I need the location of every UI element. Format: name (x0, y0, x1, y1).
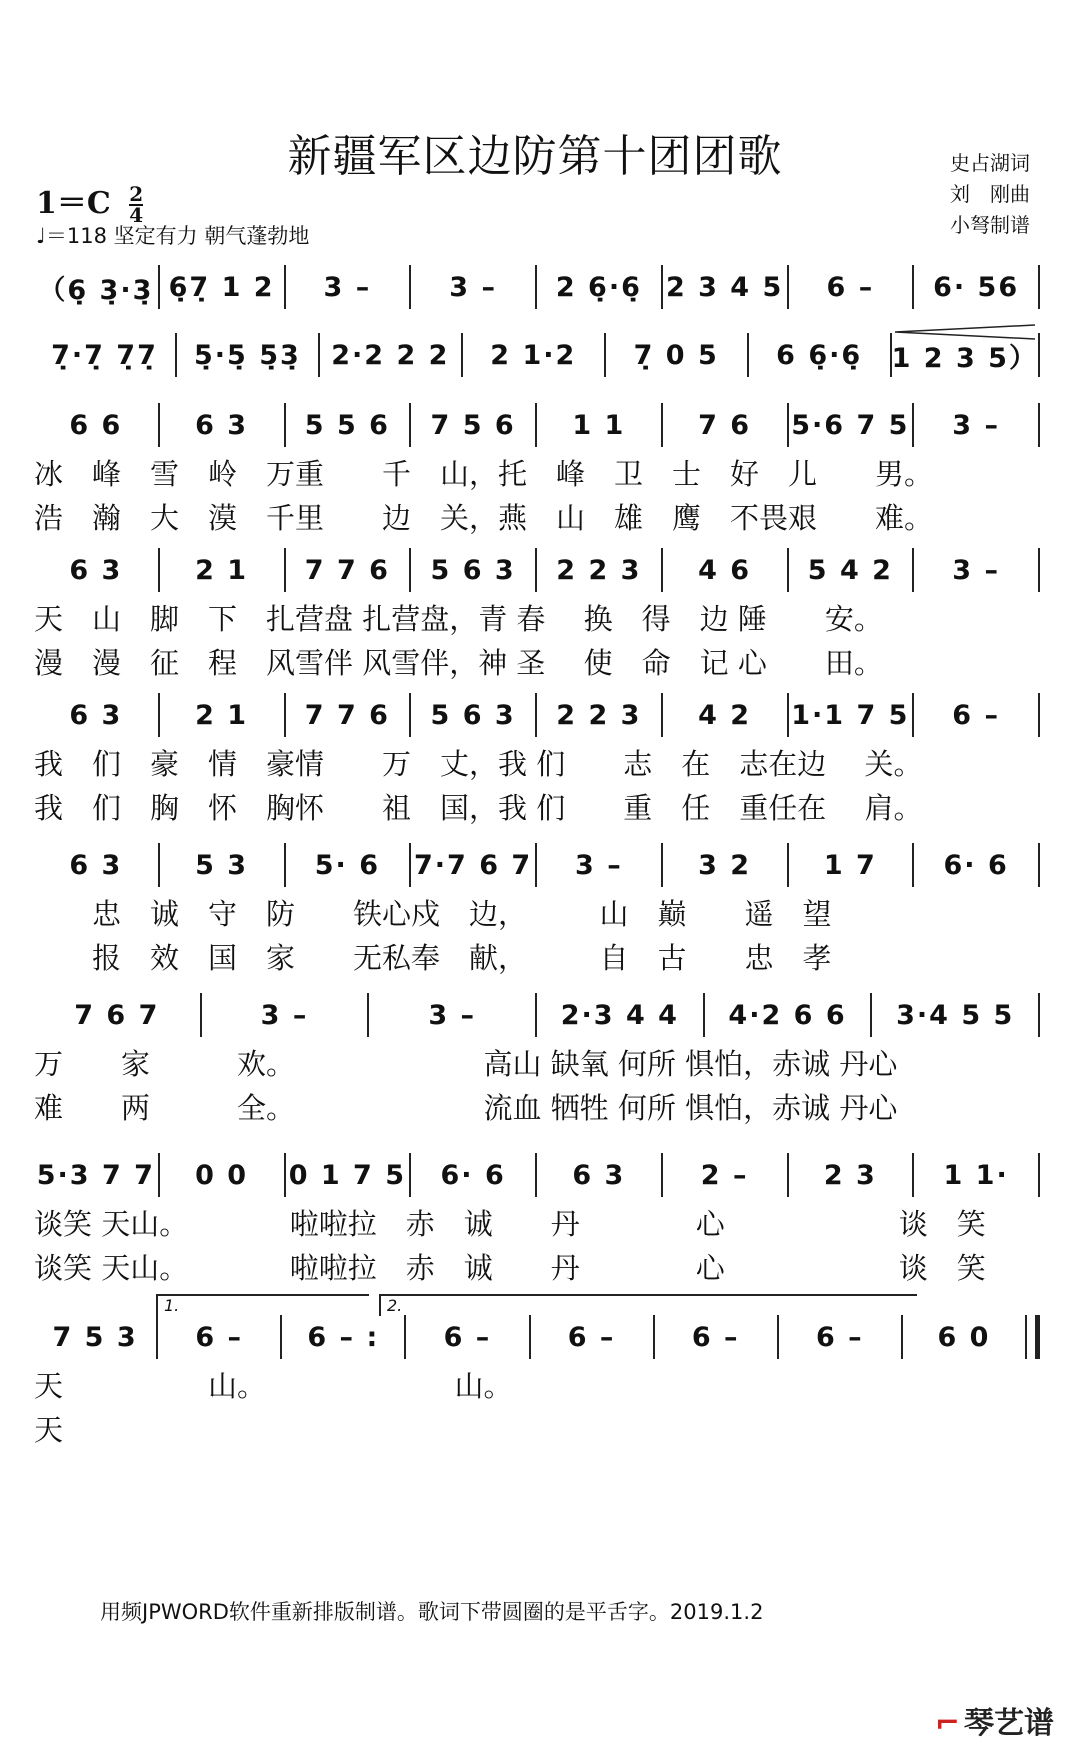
time-denominator: 4 (129, 203, 144, 227)
measure: 1 1 (572, 409, 626, 441)
measure: 2·3 4 4 (560, 999, 679, 1031)
lyric-line (34, 740, 1040, 784)
barline (1038, 548, 1040, 592)
barline (1038, 993, 1040, 1037)
score-system (34, 545, 1040, 683)
lyricist: 史占湖词 (950, 151, 1030, 175)
lyric-text: 谈笑 天山。 啦啦拉 赤 诚 丹 心 谈 笑 (34, 1206, 986, 1241)
measure: （6̣ 3̣·3̣ (38, 274, 154, 306)
measure: 3 – (260, 999, 309, 1031)
time-signature (129, 182, 144, 227)
lyric-text: 谈笑 天山。 啦啦拉 赤 诚 丹 心 谈 笑 (34, 1250, 986, 1285)
decrescendo-hairpin (895, 323, 1035, 341)
site-logo (935, 1698, 1054, 1742)
measure: 7 5 3 (52, 1321, 138, 1353)
measure: 6· 56 (933, 271, 1020, 303)
measure-row (34, 990, 1040, 1040)
footer-note: 用频JPWORD软件重新排版制谱。歌词下带圆圈的是平舌字。2019.1.2 (100, 1600, 764, 1624)
barline (1038, 843, 1040, 887)
score-system (34, 690, 1040, 828)
measure: 5 4 2 (807, 554, 893, 586)
lyric-text: 冰 峰 雪 岭 万重 千 山，托 峰 卫 士 好 儿 男。 (34, 456, 934, 491)
measure: 7̣ 0 5 (633, 339, 719, 371)
measure: 4 2 (698, 699, 752, 731)
measure: 7̣·7̣ 7̣7̣ (51, 339, 158, 371)
lyric-text: 难 两 全。 流血 牺牲 何所 惧怕，赤诚 丹心 (34, 1090, 898, 1125)
measure: 3·4 5 5 (896, 999, 1015, 1031)
measure: 0 1 7 5 (288, 1159, 407, 1191)
measure-row (34, 262, 1040, 312)
lyric-line (34, 1040, 1040, 1084)
score-system (34, 990, 1040, 1128)
measure-row (34, 400, 1040, 450)
measure: 7 6 (698, 409, 752, 441)
score-system (34, 1296, 1040, 1450)
lyric-text: 浩 瀚 大 漠 千里 边 关，燕 山 雄 鹰 不畏艰 难。 (34, 500, 934, 535)
lyric-text: 漫 漫 征 程 风雪伴 风雪伴，神 圣 使 命 记 心 田。 (34, 645, 883, 680)
lyric-line (34, 890, 1040, 934)
measure: 2 6̣·6̣ (555, 271, 642, 303)
measure: 2 – (700, 1159, 749, 1191)
lyric-line (34, 1084, 1040, 1128)
barline (1038, 265, 1040, 309)
measure: 3 – (952, 409, 1000, 441)
measure: 5 6 3 (430, 699, 516, 731)
measure: 6 – (691, 1321, 740, 1353)
measure: 6 3 (69, 849, 123, 881)
time-numerator: 2 (129, 182, 144, 206)
measure: 5·3 7 7 (36, 1159, 155, 1191)
measure: 6 6 (69, 409, 123, 441)
measure: 5̣·5̣ 5̣3̣ (194, 339, 301, 371)
lyric-line (34, 595, 1040, 639)
measure: 3 – (323, 271, 372, 303)
measure: 6 – (826, 271, 875, 303)
measure: 6· 6 (440, 1159, 506, 1191)
lyric-text: 我 们 豪 情 豪情 万 丈，我 们 志 在 志在边 关。 (34, 746, 923, 781)
barline (1025, 1315, 1040, 1359)
measure-row (34, 840, 1040, 890)
lyric-line (34, 1244, 1040, 1288)
tempo-marking: ♩＝118 坚定有力 朝气蓬勃地 (36, 224, 310, 248)
measure: 6 3 (572, 1159, 626, 1191)
lyric-line (34, 494, 1040, 538)
logo-text: 琴艺谱 (964, 1706, 1054, 1741)
measure: 3 – (952, 554, 1000, 586)
measure: 6 – (952, 699, 1000, 731)
barline (1038, 333, 1040, 377)
credits (950, 148, 1030, 241)
measure: 5 3 (195, 849, 249, 881)
song-title: 新疆军区边防第十团团歌 (287, 131, 783, 182)
measure: 6 – : (307, 1321, 380, 1353)
measure: 4 6 (698, 554, 752, 586)
lyric-text: 天 山。 山。 (34, 1368, 513, 1403)
volta-first-ending: 1. (156, 1294, 369, 1316)
measure: 6· 6 (943, 849, 1009, 881)
barline (1038, 693, 1040, 737)
measure: 5 6 3 (430, 554, 516, 586)
score-system (34, 400, 1040, 538)
measure: 3 2 (698, 849, 752, 881)
composer: 刘 刚曲 (950, 182, 1030, 206)
key-signature (36, 178, 143, 225)
lyric-text: 我 们 胸 怀 胸怀 祖 国，我 们 重 任 重任在 肩。 (34, 790, 923, 825)
measure: 0 0 (195, 1159, 249, 1191)
measure: 2 3 4 5 (665, 271, 784, 303)
measure: 7 7 6 (304, 554, 390, 586)
measure: 7 7 6 (304, 699, 390, 731)
measure: 5· 6 (314, 849, 380, 881)
measure: 6 3 (69, 699, 123, 731)
measure: 7 6 7 (74, 999, 160, 1031)
logo-icon: ⌐ (934, 1706, 960, 1741)
lyric-text: 天 (34, 1412, 64, 1447)
measure: 2 1·2 (490, 339, 577, 371)
measure: 2 2 3 (556, 554, 642, 586)
measure-row (34, 1150, 1040, 1200)
barline (1038, 1153, 1040, 1197)
measure: 6 – (815, 1321, 864, 1353)
measure: 6 3 (195, 409, 249, 441)
measure: 5 5 6 (304, 409, 390, 441)
measure: 6̣7̣ 1 2 (168, 271, 275, 303)
measure: 5·6 7 5 (791, 409, 910, 441)
measure: 3 – (575, 849, 623, 881)
volta-second-ending: 2. (379, 1294, 917, 1316)
lyric-line (34, 1200, 1040, 1244)
measure: 1 7 (823, 849, 877, 881)
measure: 6 3 (69, 554, 123, 586)
measure-row (34, 1312, 1040, 1362)
lyric-text: 天 山 脚 下 扎营盘 扎营盘，青 春 换 得 边 陲 安。 (34, 601, 883, 636)
measure: 6 – (567, 1321, 616, 1353)
lyric-line (34, 639, 1040, 683)
lyric-text: 万 家 欢。 高山 缺氧 何所 惧怕，赤诚 丹心 (34, 1046, 898, 1081)
measure: 6 – (195, 1321, 244, 1353)
measure: 1 1· (943, 1159, 1009, 1191)
lyric-line (34, 450, 1040, 494)
measure: 3 – (449, 271, 497, 303)
measure: 6 0 (937, 1321, 991, 1353)
measure: 2 1 (195, 699, 249, 731)
lyric-line (34, 1362, 1040, 1406)
measure: 2·2 2 2 (331, 339, 450, 371)
measure-row (34, 690, 1040, 740)
measure-row (34, 330, 1040, 380)
measure: 7 5 6 (430, 409, 516, 441)
lyric-line (34, 1406, 1040, 1450)
engraver: 小弩制谱 (950, 213, 1030, 237)
measure: 7·7 6 7 (414, 849, 533, 881)
barline (1038, 403, 1040, 447)
measure: 2 2 3 (556, 699, 642, 731)
measure: 1 2 3 5） (891, 342, 1038, 374)
measure: 2 3 (823, 1159, 877, 1191)
measure: 2 1 (195, 554, 249, 586)
measure: 3 – (428, 999, 477, 1031)
measure: 6 – (443, 1321, 492, 1353)
measure: 1·1 7 5 (791, 699, 910, 731)
lyric-text: 忠 诚 守 防 铁心戍 边， 山 巅 遥 望 (34, 896, 832, 931)
measure-row (34, 545, 1040, 595)
measure: 4·2 6 6 (728, 999, 847, 1031)
key: 1＝C (36, 186, 111, 221)
lyric-line (34, 934, 1040, 978)
score-system (34, 1150, 1040, 1288)
lyric-line (34, 784, 1040, 828)
score-system (34, 840, 1040, 978)
lyric-text: 报 效 国 家 无私奉 献， 自 古 忠 孝 (34, 940, 832, 975)
measure: 6 6̣·6̣ (776, 339, 863, 371)
